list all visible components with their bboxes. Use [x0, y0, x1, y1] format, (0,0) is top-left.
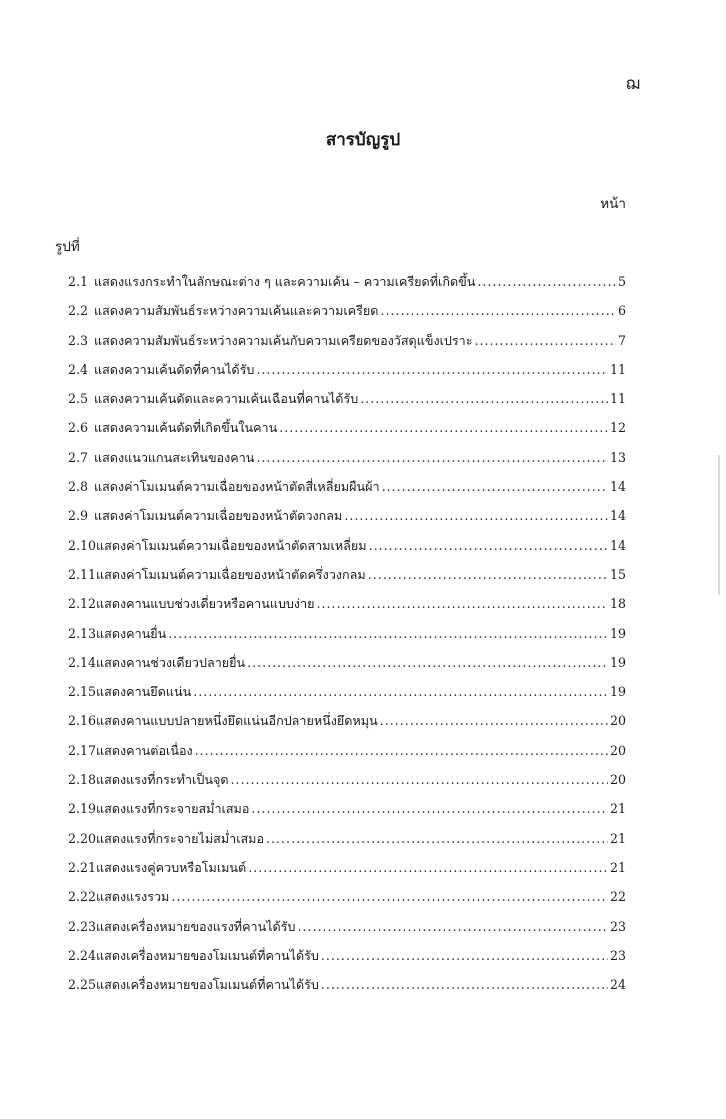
figure-caption: แสดงความสัมพันธ์ระหว่างความเค้นและความเครียด [94, 303, 379, 319]
list-item [68, 568, 626, 597]
list-item [68, 392, 626, 421]
dot-leader [368, 568, 608, 582]
figure-caption: แสดงค่าโมเมนต์ความเฉื่อยของหน้าตัดสี่เหลี่ยมผืนผ้า [94, 479, 380, 495]
figure-caption: แสดงคานช่วงเดียวปลายยื่น [96, 654, 246, 670]
page-number: 14 [609, 479, 626, 495]
page-number: 11 [609, 391, 626, 407]
page-number: 20 [609, 772, 626, 788]
list-item [68, 627, 626, 656]
figure-number: 2.5 [68, 391, 89, 407]
figure-caption: แสดงเครื่องหมายของโมเมนต์ที่คานได้รับ [96, 947, 319, 963]
figure-number: 2.25 [68, 977, 97, 993]
figure-caption: แสดงแรงคู่ควบหรือโมเมนต์ [96, 859, 247, 875]
list-item [68, 539, 626, 568]
page-number: 22 [609, 889, 626, 905]
figure-number: 2.6 [68, 420, 89, 436]
list-item [68, 275, 626, 304]
list-item [68, 685, 626, 714]
page-number: 6 [617, 303, 626, 319]
figure-caption: แสดงคานแบบช่วงเดี่ยวหรือคานแบบง่าย [96, 596, 315, 612]
figure-number: 2.12 [68, 596, 97, 612]
page-number: 19 [609, 625, 626, 641]
page-number: 24 [609, 977, 626, 993]
figure-number: 2.14 [68, 654, 97, 670]
page-number-letter: ฌ [625, 74, 640, 94]
page-number: 19 [609, 654, 626, 670]
dot-leader [248, 861, 608, 875]
figure-caption: แสดงแนวแกนสะเทินของคาน [94, 449, 255, 465]
figure-number: 2.19 [68, 801, 97, 817]
figure-number: 2.4 [68, 361, 89, 377]
list-item [68, 334, 626, 363]
dot-leader [360, 392, 608, 406]
figure-number: 2.15 [68, 684, 97, 700]
dot-leader [317, 597, 608, 611]
dot-leader [195, 744, 608, 758]
list-item [68, 714, 626, 743]
page-number: 18 [609, 596, 626, 612]
dot-leader [168, 627, 608, 641]
figure-caption: แสดงแรงที่กระจายไม่สม่ำเสมอ [96, 830, 265, 846]
figure-caption: แสดงคานยึดแน่น [96, 684, 192, 700]
dot-leader [266, 832, 608, 846]
figure-caption: แสดงแรงที่กระจายสม่ำเสมอ [96, 801, 250, 817]
figure-caption: แสดงแรงที่กระทำเป็นจุด [96, 772, 229, 788]
figure-number: 2.13 [68, 625, 97, 641]
page-number: 23 [609, 947, 626, 963]
figure-number: 2.2 [68, 303, 89, 319]
list-item [68, 861, 626, 890]
dot-leader [231, 773, 608, 787]
figure-caption: แสดงแรงรวม [96, 889, 170, 905]
page-number: 7 [617, 332, 626, 348]
page-number: 21 [609, 830, 626, 846]
dot-leader [247, 656, 608, 670]
list-item [68, 802, 626, 831]
figure-caption: แสดงค่าโมเมนต์ความเฉื่อยของหน้าตัดสามเหลี่ยม [96, 537, 367, 553]
page-number: 14 [609, 508, 626, 524]
figure-caption: แสดงคานต่อเนื่อง [96, 742, 193, 758]
page-number: 20 [609, 742, 626, 758]
list-item [68, 597, 626, 626]
figure-number: 2.1 [68, 274, 89, 289]
dot-leader [380, 714, 608, 728]
list-item [68, 304, 626, 333]
figure-number: 2.7 [68, 449, 89, 465]
figure-number: 2.10 [68, 537, 97, 553]
figure-number: 2.24 [68, 947, 97, 963]
figure-caption: แสดงคานแบบปลายหนึ่งยึดแน่นอีกปลายหนึ่งยึดหมุน [96, 713, 378, 729]
figure-number: 2.18 [68, 772, 97, 788]
figure-caption: แสดงค่าโมเมนต์ความเฉื่อยของหน้าตัดครึ่งวงกลม [96, 566, 366, 582]
dot-leader [321, 949, 608, 963]
figure-caption: แสดงเครื่องหมายของโมเมนต์ที่คานได้รับ [96, 977, 319, 993]
figure-number: 2.3 [68, 332, 89, 348]
dot-leader [256, 451, 608, 465]
figure-number: 2.16 [68, 713, 97, 729]
page-number: 14 [609, 537, 626, 553]
figure-number: 2.8 [68, 479, 89, 495]
figure-caption: แสดงคานยื่น [96, 625, 167, 641]
page-title: สารบัญรูป [325, 130, 401, 150]
page-column-header: หน้า [600, 196, 626, 212]
list-item [68, 656, 626, 685]
page-number: 20 [609, 713, 626, 729]
figure-caption: แสดงความเค้นดัดและความเค้นเฉือนที่คานได้รับ [94, 391, 359, 407]
figure-number: 2.23 [68, 918, 97, 934]
list-item [68, 480, 626, 509]
page-number: 23 [609, 918, 626, 934]
dot-leader [321, 978, 608, 992]
list-item [68, 832, 626, 861]
dot-leader [171, 890, 608, 904]
dot-leader [256, 363, 608, 377]
list-item [68, 890, 626, 919]
figure-column-header: รูปที่ [55, 239, 80, 255]
dot-leader [382, 480, 608, 494]
figure-caption: แสดงเครื่องหมายของแรงที่คานได้รับ [96, 918, 296, 934]
list-item [68, 451, 626, 480]
figure-caption: แสดงความเค้นดัดที่คานได้รับ [94, 361, 255, 377]
dot-leader [380, 304, 616, 318]
page-number: 13 [609, 449, 626, 465]
dot-leader [251, 802, 608, 816]
dot-leader [477, 275, 616, 289]
list-item [68, 978, 626, 1007]
figure-number: 2.21 [68, 859, 97, 875]
list-item [68, 509, 626, 538]
dot-leader [475, 334, 616, 348]
list-item [68, 363, 626, 392]
page-number: 19 [609, 684, 626, 700]
dot-leader [193, 685, 608, 699]
dot-leader [344, 509, 608, 523]
dot-leader [369, 539, 608, 553]
figure-list [68, 275, 626, 1007]
list-item [68, 744, 626, 773]
list-item [68, 949, 626, 978]
page-number: 11 [609, 361, 626, 377]
page-number: 21 [609, 801, 626, 817]
figure-caption: แสดงแรงกระทำในลักษณะต่าง ๆ และความเค้น – ความเครียดที่เกิดขึ้น [94, 274, 476, 289]
page-number: 12 [609, 420, 626, 436]
figure-caption: แสดงความเค้นดัดที่เกิดขึ้นในคาน [94, 420, 278, 436]
list-item [68, 421, 626, 450]
figure-number: 2.22 [68, 889, 97, 905]
dot-leader [279, 421, 608, 435]
figure-number: 2.9 [68, 508, 89, 524]
page-number: 21 [609, 859, 626, 875]
scan-edge-mark [718, 455, 720, 595]
list-item [68, 773, 626, 802]
figure-caption: แสดงค่าโมเมนต์ความเฉื่อยของหน้าตัดวงกลม [94, 508, 343, 524]
figure-number: 2.17 [68, 742, 97, 758]
list-item [68, 920, 626, 949]
page-number: 15 [609, 566, 626, 582]
figure-number: 2.20 [68, 830, 97, 846]
figure-number: 2.11 [68, 566, 97, 582]
figure-caption: แสดงความสัมพันธ์ระหว่างความเค้นกับความเครียดของวัสดุแข็งเปราะ [94, 332, 473, 348]
page-number: 5 [617, 274, 626, 289]
dot-leader [297, 920, 608, 934]
